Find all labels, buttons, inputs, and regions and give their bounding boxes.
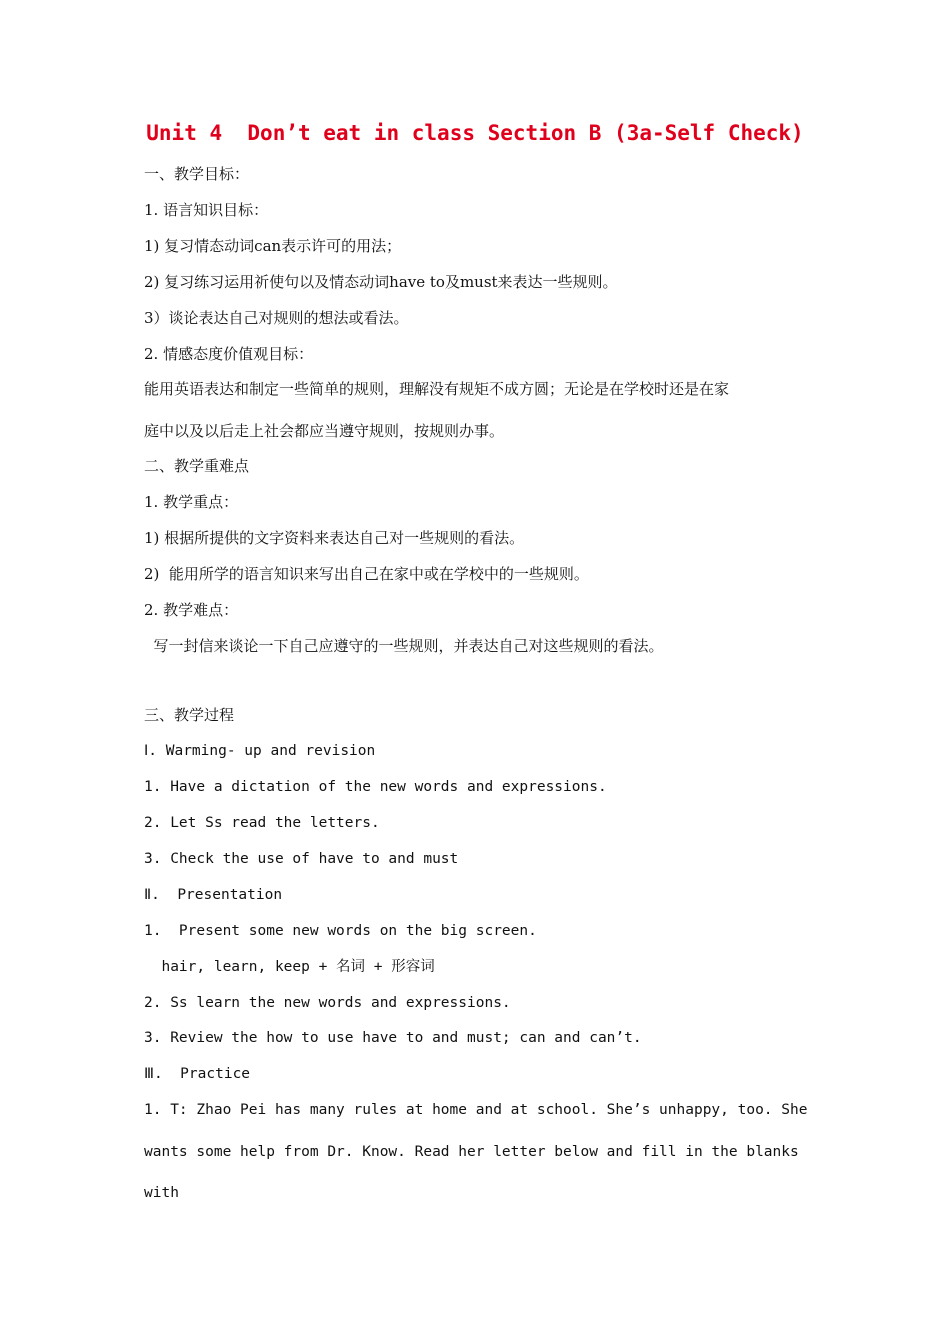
step-line: wants some help from Dr. Know. Read her letter below and fill in the blanks — [144, 1144, 799, 1160]
line-difficult-point: 2. 教学难点： — [144, 601, 239, 619]
step-line: 3. Review the how to use have to and must; can and can’t. — [144, 1030, 642, 1046]
step-line: hair, learn, keep + 名词 + 形容词 — [144, 959, 435, 975]
line-emotion-text-2: 庭中以及以后走上社会都应当遵守规则，按规则办事。 — [144, 422, 505, 440]
step-line: 1. Present some new words on the big screen. — [144, 923, 537, 939]
step-line: 2. Ss learn the new words and expressions. — [144, 995, 511, 1011]
line-emotion-goal: 2. 情感态度价值观目标： — [144, 345, 314, 363]
step-line: 1. T: Zhao Pei has many rules at home and at school. She’s unhappy, too. She — [144, 1102, 808, 1118]
section-heading-objectives: 一、教学目标： — [144, 165, 250, 183]
step-line: 1. Have a dictation of the new words and expressions. — [144, 779, 607, 795]
line-emotion-text-1: 能用英语表达和制定一些简单的规则，理解没有规矩不成方圆；无论是在学校时还是在家 — [144, 380, 730, 398]
step-heading-practice: Ⅲ. Practice — [144, 1066, 251, 1082]
section-heading-key-points: 二、教学重难点 — [144, 457, 250, 475]
line-difficult-text: 写一封信来谈论一下自己应遵守的一些规则，并表达自己对这些规则的看法。 — [144, 637, 664, 655]
line-goal-2: 2) 复习练习运用祈使句以及情态动词have to及must来表达一些规则。 — [144, 273, 618, 291]
step-heading-presentation: Ⅱ. Presentation — [144, 887, 283, 903]
document-title: Unit 4 Don’t eat in class Section B (3a-Self Check) — [146, 121, 804, 145]
line-goal-1: 1) 复习情态动词can表示许可的用法； — [144, 237, 402, 255]
section-heading-process: 三、教学过程 — [144, 706, 235, 724]
step-line: 2. Let Ss read the letters. — [144, 815, 380, 831]
line-key-point-1: 1) 根据所提供的文字资料来表达自己对一些规则的看法。 — [144, 529, 525, 547]
step-line: 3. Check the use of have to and must — [144, 851, 459, 867]
line-knowledge-goal: 1. 语言知识目标： — [144, 201, 269, 219]
line-key-point: 1. 教学重点： — [144, 493, 239, 511]
line-goal-3: 3）谈论表达自己对规则的想法或看法。 — [144, 309, 409, 327]
line-key-point-2: 2) 能用所学的语言知识来写出自己在家中或在学校中的一些规则。 — [144, 565, 589, 583]
step-heading-warming-up: Ⅰ. Warming- up and revision — [144, 743, 376, 759]
step-line: with — [144, 1185, 179, 1201]
